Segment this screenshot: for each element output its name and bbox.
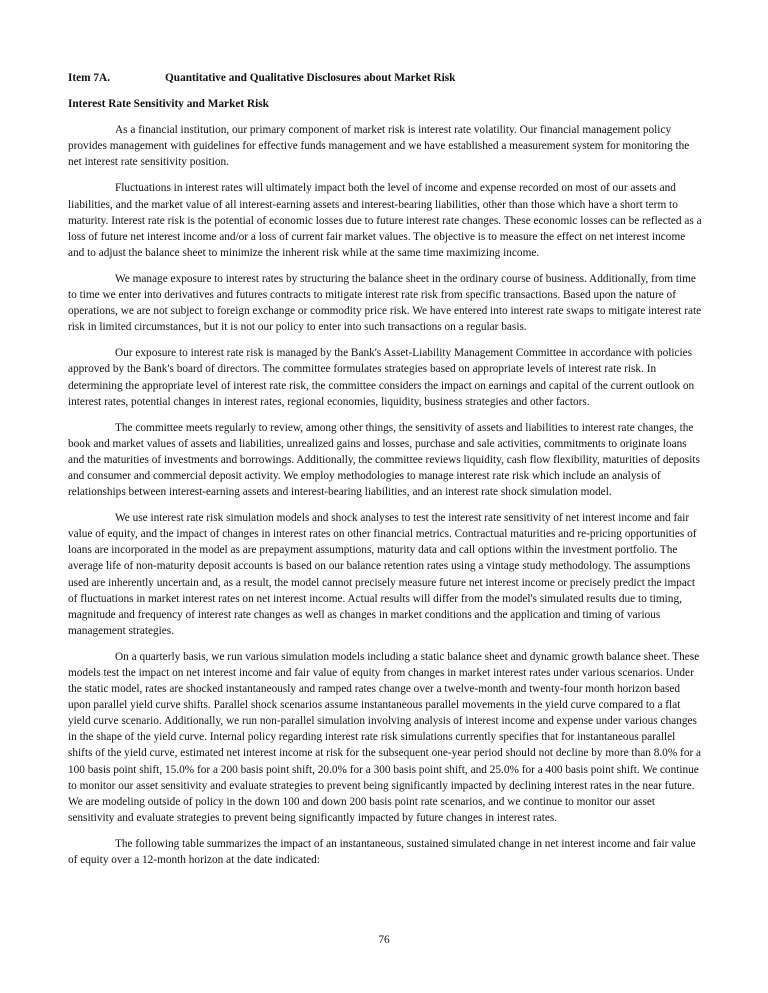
page-number: 76 xyxy=(378,934,390,946)
document-page xyxy=(68,70,702,878)
paragraph-quarterly-simulation: On a quarterly basis, we run various simulation models including a static balance sheet and dynamic growth balance sheet. These models test the impact on net interest income and fair value of equity from changes in market interest rates under various scenarios. Under the static model, rates are shocked instantaneously and ramped rates change over a twelve-month and twenty-four month horizon based upon parallel yield curve shifts. Parallel shock scenarios assume instantaneous parallel movements in the yield curve compared to a flat yield curve scenario. Additionally, we run non-parallel simulation involving analysis of interest income and expense under various changes in the shape of the yield curve. Internal policy regarding interest rate risk simulations currently specifies that for instantaneous parallel shifts of the yield curve, estimated net interest income at risk for the subsequent one-year period should not decline by more than 8.0% for a 100 basis point shift, 15.0% for a 200 basis point shift, 20.0% for a 300 basis point shift, and 25.0% for a 400 basis point shift. We continue to monitor our asset sensitivity and evaluate strategies to prevent being significantly impacted by declining interest rates in the near future. We are modeling outside of policy in the down 100 and down 200 basis point rate scenarios, and we continue to monitor our asset sensitivity and evaluate strategies to prevent being significantly impacted by future changes in interest rates. xyxy=(68,650,702,824)
paragraph-market-risk-intro: As a financial institution, our primary component of market risk is interest rate volatility. Our financial management policy provides management with guidelines for effective funds management and we have established a measurement system for monitoring the net interest rate sensitivity position. xyxy=(68,124,690,169)
item-title: Quantitative and Qualitative Disclosures about Market Risk xyxy=(165,72,456,84)
item-number: Item 7A. xyxy=(68,72,111,84)
paragraph-alm-committee: Our exposure to interest rate risk is managed by the Bank's Asset-Liability Management Committee in accordance with policies approved by the Bank's board of directors. The committee formulates strategies based on appropriate levels of interest rate risk. In determining the appropriate level of interest rate risk, the committee considers the impact on earnings and capital of the current outlook on interest rates, potential changes in interest rates, regional economies, liquidity, business strategies and other factors. xyxy=(68,347,695,408)
paragraph-rate-fluctuations: Fluctuations in interest rates will ultimately impact both the level of income and expense recorded on most of our assets and liabilities, and the market value of all interest-earning assets and interest-bearing liabilities, other than those which have a short term to maturity. Interest rate risk is the potential of economic losses due to future interest rate changes. These economic losses can be reflected as a loss of future net interest income and/or a loss of current fair market values. The objective is to measure the effect on net interest income and to adjust the balance sheet to minimize the inherent risk while at the same time maximizing income. xyxy=(68,182,702,259)
item-heading xyxy=(68,70,702,86)
paragraph-simulation-models: We use interest rate risk simulation models and shock analyses to test the interest rate sensitivity of net interest income and fair value of equity, and the impact of changes in interest rates on other financial metrics. Contractual maturities and re-pricing opportunities of loans are incorporated in the model as are prepayment assumptions, maturity data and call options within the investment portfolio. The average life of non-maturity deposit accounts is based on our balance retention rates using a vintage study methodology. The assumptions used are inherently uncertain and, as a result, the model cannot precisely measure future net interest income or precisely predict the impact of fluctuations in market interest rates on net interest income. Actual results will differ from the model's simulated results due to timing, magnitude and frequency of interest rate changes as well as changes in market conditions and the application and timing of various management strategies. xyxy=(68,512,697,637)
paragraph-exposure-management: We manage exposure to interest rates by structuring the balance sheet in the ordinary course of business. Additionally, from time to time we enter into derivatives and futures contracts to mitigate interest rate risk from specific transactions. Based upon the nature of operations, we are not subject to foreign exchange or commodity price risk. We have entered into interest rate swaps to mitigate interest rate risk in limited circumstances, but it is not our policy to enter into such transactions on a regular basis. xyxy=(68,272,702,334)
paragraph-table-intro: The following table summarizes the impact of an instantaneous, sustained simulated change in net interest income and fair value of equity over a 12-month horizon at the date indicated: xyxy=(68,837,696,867)
section-heading: Interest Rate Sensitivity and Market Risk xyxy=(68,98,269,111)
paragraph-committee-review: The committee meets regularly to review, among other things, the sensitivity of assets and liabilities to interest rate changes, the book and market values of assets and liabilities, unrealized gains and losses, purchase and sale activities, commitments to originate loans and the maturities of investments and borrowings. Additionally, the committee reviews liquidity, cash flow flexibility, maturities of deposits and consumer and commercial deposit activity. We employ methodologies to manage interest rate risk which include an analysis of relationships between interest-earning assets and interest-bearing liabilities, and an interest rate shock simulation model. xyxy=(68,421,700,499)
